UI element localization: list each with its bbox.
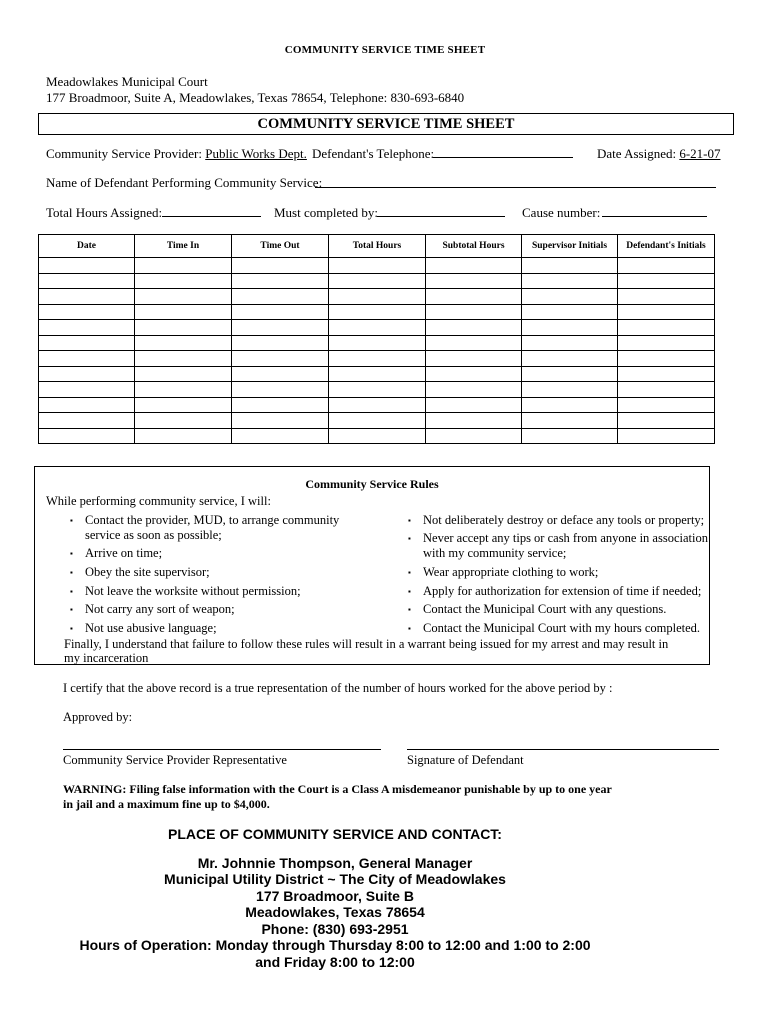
table-cell[interactable] (329, 273, 426, 289)
table-cell[interactable] (329, 382, 426, 398)
contact-phone: Phone: (830) 693-2951 (261, 921, 409, 937)
table-cell[interactable] (39, 335, 135, 351)
table-cell[interactable] (329, 258, 426, 274)
table-cell[interactable] (522, 366, 618, 382)
column-header-time-out: Time Out (232, 235, 329, 258)
table-cell[interactable] (426, 397, 522, 413)
table-cell[interactable] (522, 273, 618, 289)
total-hours-input-line[interactable] (162, 216, 261, 217)
table-cell[interactable] (135, 366, 232, 382)
table-cell[interactable] (39, 304, 135, 320)
table-cell[interactable] (232, 320, 329, 336)
defendant-signature-label: Signature of Defendant (407, 753, 524, 767)
contact-address-line1: 177 Broadmoor, Suite B (256, 888, 414, 904)
table-cell[interactable] (232, 428, 329, 444)
table-cell[interactable] (232, 289, 329, 305)
date-assigned-label: Date Assigned: (597, 146, 677, 161)
table-row (39, 304, 715, 320)
table-cell[interactable] (329, 413, 426, 429)
table-cell[interactable] (135, 258, 232, 274)
table-cell[interactable] (135, 304, 232, 320)
rules-box (34, 466, 710, 665)
warning-text: WARNING: Filing false information with the Court is a Class A misdemeanor punishable by up to one year in jail and a maximum fine up to $4,000. (63, 782, 612, 811)
rule-right-3: ▪ Wear appropriate clothing to work; (408, 565, 599, 579)
rules-final-statement: Finally, I understand that failure to follow these rules will result in a warrant being issued for my arrest and may result in my incarceration (64, 637, 669, 665)
table-cell[interactable] (39, 382, 135, 398)
table-cell[interactable] (232, 382, 329, 398)
approved-by-label: Approved by: (63, 710, 133, 724)
bullet-icon: ▪ (70, 624, 73, 633)
table-cell[interactable] (39, 428, 135, 444)
table-cell[interactable] (329, 289, 426, 305)
rule-right-5: ▪ Contact the Municipal Court with any questions. (408, 602, 667, 616)
table-cell[interactable] (39, 320, 135, 336)
column-header-date: Date (39, 235, 135, 258)
contact-address-line2: Meadowlakes, Texas 78654 (245, 904, 425, 920)
provider-field (46, 146, 307, 162)
telephone-input-line[interactable] (433, 157, 573, 158)
column-header-time-in: Time In (135, 235, 232, 258)
table-cell[interactable] (618, 428, 715, 444)
top-title: COMMUNITY SERVICE TIME SHEET (284, 44, 486, 56)
rule-right-4: ▪ Apply for authorization for extension of time if needed; (408, 584, 702, 598)
column-header-supervisor-initials: Supervisor Initials (522, 235, 618, 258)
table-cell[interactable] (135, 320, 232, 336)
table-cell[interactable] (618, 397, 715, 413)
table-body (39, 258, 715, 444)
table-cell[interactable] (135, 289, 232, 305)
date-assigned-field (597, 146, 721, 162)
table-row (39, 320, 715, 336)
table-cell[interactable] (426, 258, 522, 274)
table-cell[interactable] (426, 428, 522, 444)
table-cell[interactable] (426, 366, 522, 382)
table-cell[interactable] (39, 366, 135, 382)
contact-heading: PLACE OF COMMUNITY SERVICE AND CONTACT: (168, 826, 502, 842)
table-cell[interactable] (426, 382, 522, 398)
date-assigned-value[interactable]: 6-21-07 (679, 146, 721, 161)
table-cell[interactable] (522, 304, 618, 320)
bullet-icon: ▪ (408, 605, 411, 614)
bullet-icon: ▪ (70, 605, 73, 614)
table-row (39, 397, 715, 413)
table-cell[interactable] (232, 413, 329, 429)
table-cell[interactable] (522, 413, 618, 429)
rule-left-1: ▪ Contact the provider, MUD, to arrange community service as soon as possible; (70, 513, 340, 542)
table-cell[interactable] (39, 289, 135, 305)
rules-title: Community Service Rules (305, 477, 439, 491)
table-cell[interactable] (232, 258, 329, 274)
table-cell[interactable] (618, 258, 715, 274)
table-cell[interactable] (329, 335, 426, 351)
bullet-icon: ▪ (408, 516, 411, 525)
table-row (39, 289, 715, 305)
rule-left-3: ▪ Obey the site supervisor; (70, 565, 210, 579)
telephone-label: Defendant's Telephone: (312, 146, 435, 161)
table-cell[interactable] (618, 351, 715, 367)
table-row (39, 335, 715, 351)
table-cell[interactable] (618, 413, 715, 429)
table-cell[interactable] (426, 413, 522, 429)
table-cell[interactable] (329, 366, 426, 382)
column-header-defendant-initials: Defendant's Initials (618, 235, 715, 258)
table-cell[interactable] (39, 351, 135, 367)
table-cell[interactable] (426, 289, 522, 305)
table-cell[interactable] (522, 351, 618, 367)
rule-right-6: ▪ Contact the Municipal Court with my hours completed. (408, 621, 701, 635)
bullet-icon: ▪ (408, 624, 411, 633)
table-cell[interactable] (426, 273, 522, 289)
table-cell[interactable] (522, 258, 618, 274)
table-cell[interactable] (135, 397, 232, 413)
table-cell[interactable] (329, 304, 426, 320)
rule-right-2: ▪ Never accept any tips or cash from anyone in association with my community service; (408, 531, 708, 560)
total-hours-label: Total Hours Assigned: (46, 205, 163, 220)
table-cell[interactable] (232, 366, 329, 382)
table-header-row (39, 235, 715, 258)
contact-hours-line1: Hours of Operation: Monday through Thursday 8:00 to 12:00 and 1:00 to 2:00 (79, 937, 591, 953)
certify-statement: I certify that the above record is a true representation of the number of hours worked for the above period by : (63, 681, 613, 695)
table-cell[interactable] (618, 273, 715, 289)
rule-left-2: ▪ Arrive on time; (70, 546, 163, 560)
table-cell[interactable] (426, 351, 522, 367)
table-row (39, 428, 715, 444)
table-cell[interactable] (135, 382, 232, 398)
provider-label: Community Service Provider: (46, 146, 202, 161)
table-cell[interactable] (329, 320, 426, 336)
table-cell[interactable] (329, 397, 426, 413)
table-cell[interactable] (522, 382, 618, 398)
provider-value[interactable]: Public Works Dept. (205, 146, 307, 161)
must-completed-label: Must completed by: (274, 205, 378, 220)
rule-left-5: ▪ Not carry any sort of weapon; (70, 602, 235, 616)
rule-left-6: ▪ Not use abusive language; (70, 621, 217, 635)
table-cell[interactable] (232, 273, 329, 289)
time-log-table (38, 234, 715, 444)
table-cell[interactable] (39, 273, 135, 289)
table-cell[interactable] (232, 351, 329, 367)
table-cell[interactable] (135, 351, 232, 367)
court-name: Meadowlakes Municipal Court (46, 74, 208, 89)
contact-hours-line2: and Friday 8:00 to 12:00 (255, 954, 415, 970)
bullet-icon: ▪ (70, 587, 73, 596)
table-cell[interactable] (522, 428, 618, 444)
table-cell[interactable] (522, 289, 618, 305)
table-cell[interactable] (232, 335, 329, 351)
court-info (46, 74, 464, 106)
contact-name: Mr. Johnnie Thompson, General Manager (197, 855, 473, 871)
court-address: 177 Broadmoor, Suite A, Meadowlakes, Texas 78654, Telephone: 830-693-6840 (46, 90, 465, 105)
cause-number-label: Cause number: (522, 205, 601, 220)
defendant-signature-line[interactable] (407, 749, 719, 750)
table-cell[interactable] (135, 273, 232, 289)
table-cell[interactable] (618, 289, 715, 305)
column-header-total-hours: Total Hours (329, 235, 426, 258)
table-cell[interactable] (232, 304, 329, 320)
bullet-icon: ▪ (408, 587, 411, 596)
bullet-icon: ▪ (408, 568, 411, 577)
rule-right-1: ▪ Not deliberately destroy or deface any tools or property; (408, 513, 705, 527)
table-cell[interactable] (522, 397, 618, 413)
table-cell[interactable] (135, 413, 232, 429)
table-row (39, 258, 715, 274)
bullet-icon: ▪ (70, 568, 73, 577)
table-cell[interactable] (329, 428, 426, 444)
contact-org: Municipal Utility District ~ The City of Meadowlakes (164, 871, 506, 887)
bullet-icon: ▪ (70, 549, 73, 558)
table-cell[interactable] (329, 351, 426, 367)
table-cell[interactable] (618, 366, 715, 382)
table-cell[interactable] (618, 382, 715, 398)
cause-number-input-line[interactable] (602, 216, 707, 217)
rule-left-4: ▪ Not leave the worksite without permission; (70, 584, 301, 598)
table-cell[interactable] (426, 304, 522, 320)
form-title-box: COMMUNITY SERVICE TIME SHEET (38, 113, 734, 135)
table-cell[interactable] (522, 320, 618, 336)
column-header-subtotal-hours: Subtotal Hours (426, 235, 522, 258)
bullet-icon: ▪ (408, 534, 411, 543)
table-cell[interactable] (618, 320, 715, 336)
must-completed-input-line[interactable] (377, 216, 505, 217)
defendant-name-label: Name of Defendant Performing Community Service: (46, 175, 323, 190)
table-cell[interactable] (232, 397, 329, 413)
table-row (39, 413, 715, 429)
table-cell[interactable] (522, 335, 618, 351)
table-cell[interactable] (39, 397, 135, 413)
provider-signature-label: Community Service Provider Representative (63, 753, 287, 767)
table-row (39, 382, 715, 398)
table-cell[interactable] (426, 320, 522, 336)
table-row (39, 273, 715, 289)
rules-intro: While performing community service, I will: (46, 494, 271, 508)
table-row (39, 351, 715, 367)
table-cell[interactable] (135, 335, 232, 351)
provider-signature-line[interactable] (63, 749, 381, 750)
table-cell[interactable] (39, 258, 135, 274)
table-cell[interactable] (39, 413, 135, 429)
table-cell[interactable] (618, 335, 715, 351)
defendant-name-input-line[interactable] (315, 187, 716, 188)
bullet-icon: ▪ (70, 516, 73, 525)
table-cell[interactable] (135, 428, 232, 444)
table-cell[interactable] (426, 335, 522, 351)
table-cell[interactable] (618, 304, 715, 320)
table-row (39, 366, 715, 382)
